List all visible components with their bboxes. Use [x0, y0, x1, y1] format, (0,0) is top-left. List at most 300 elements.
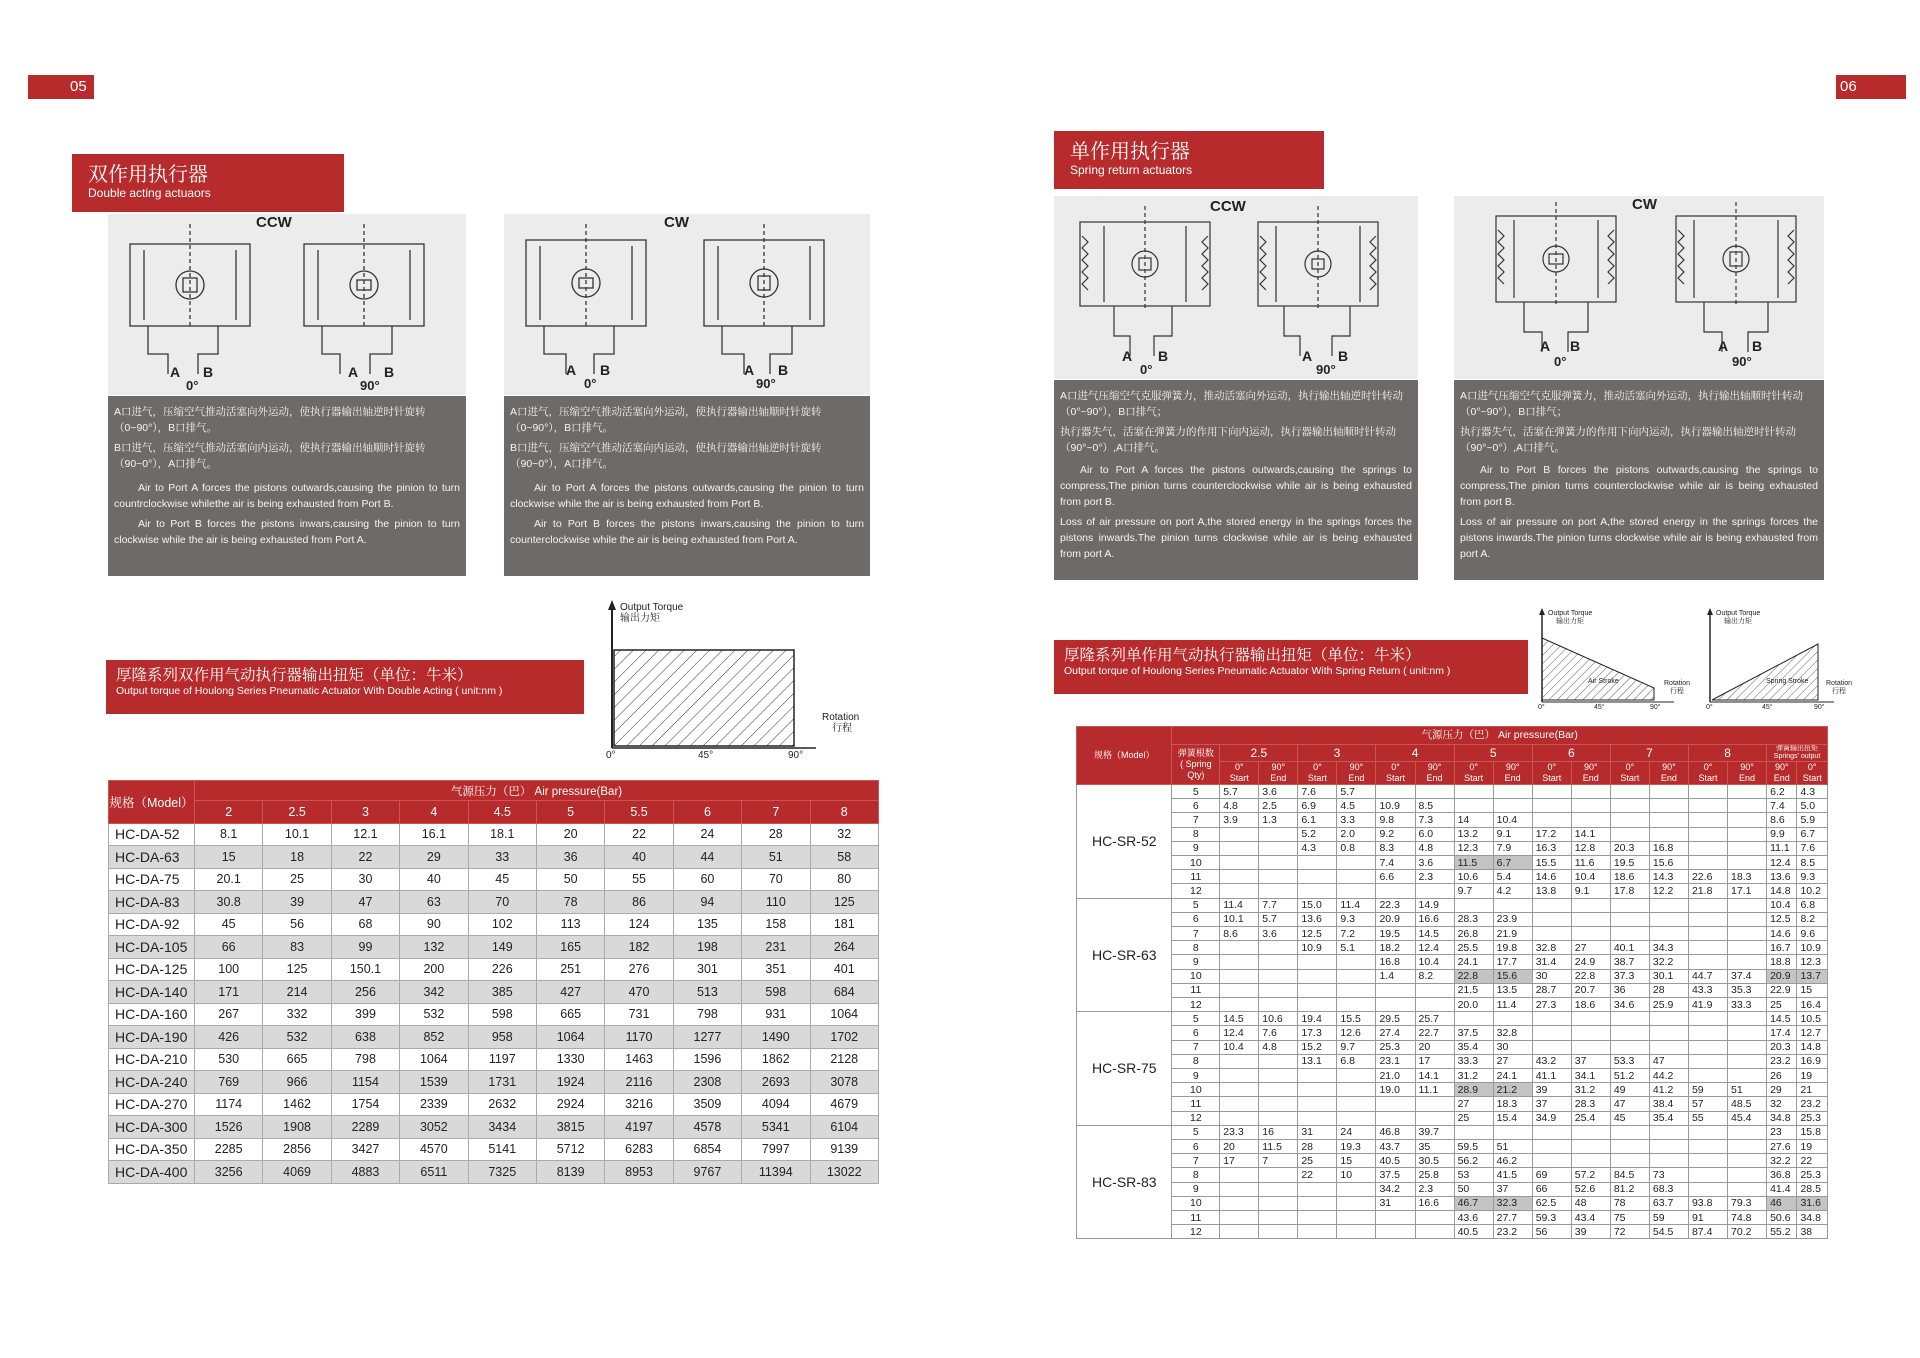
torque-cell: 15.8 [1797, 1125, 1828, 1139]
torque-cell [1337, 1196, 1376, 1210]
torque-cell [1728, 1154, 1767, 1168]
torque-cell [1728, 1068, 1767, 1082]
pressure-header-cell: 7 [742, 801, 810, 824]
torque-cell: 7.9 [1493, 841, 1532, 855]
torque-cell: 17.1 [1728, 884, 1767, 898]
torque-cell: 1754 [331, 1093, 399, 1116]
torque-cell: 226 [468, 958, 536, 981]
angle-subheader-phase: Start [1698, 773, 1718, 783]
table-row [109, 1161, 879, 1184]
torque-cell: 10.4 [1415, 955, 1454, 969]
torque-cell: 20.7 [1571, 983, 1610, 997]
sr-cw-actuator-diagram [1454, 196, 1824, 379]
torque-cell: 6511 [400, 1161, 468, 1184]
torque-cell: 1731 [468, 1071, 536, 1094]
torque-cell: 7.4 [1376, 855, 1415, 869]
torque-cell: 4.8 [1220, 799, 1259, 813]
torque-cell [1259, 1196, 1298, 1210]
torque-cell: 74.8 [1728, 1210, 1767, 1224]
torque-cell: 342 [400, 981, 468, 1004]
torque-cell: 798 [331, 1048, 399, 1071]
spring-qty-line: ( Spring [1180, 759, 1212, 769]
angle-subheader-phase: Start [1464, 773, 1484, 783]
torque-cell [1688, 799, 1727, 813]
torque-cell [1688, 1139, 1727, 1153]
spring-qty-cell: 7 [1172, 926, 1220, 940]
ccw-diagram-panel [108, 214, 466, 395]
torque-cell [1337, 1182, 1376, 1196]
torque-cell: 399 [331, 1003, 399, 1026]
torque-cell: 23.2 [1767, 1054, 1797, 1068]
table-row [1077, 1040, 1828, 1054]
torque-cell: 27.6 [1767, 1139, 1797, 1153]
torque-cell: 70 [468, 891, 536, 914]
torque-cell: 78 [1610, 1196, 1649, 1210]
header-title-cn: 双作用执行器 [88, 162, 208, 186]
torque-cell: 231 [742, 936, 810, 959]
torque-cell: 113 [536, 913, 604, 936]
torque-cell: 28.7 [1532, 983, 1571, 997]
graph-tick: 45° [1762, 704, 1773, 711]
port-a-label: A [348, 364, 359, 380]
torque-cell: 25 [1767, 997, 1797, 1011]
torque-cell: 26 [1767, 1068, 1797, 1082]
torque-cell: 39 [1532, 1083, 1571, 1097]
torque-cell [1259, 941, 1298, 955]
torque-cell: 70.2 [1728, 1225, 1767, 1239]
torque-cell: 14.6 [1532, 870, 1571, 884]
spring-qty-cell: 6 [1172, 1026, 1220, 1040]
torque-cell: 3256 [195, 1161, 263, 1184]
torque-cell: 2116 [605, 1071, 673, 1094]
torque-cell [1454, 898, 1493, 912]
torque-cell: 43.3 [1688, 983, 1727, 997]
torque-cell: 5.7 [1220, 785, 1259, 799]
torque-cell: 25 [263, 868, 331, 891]
torque-cell: 57 [1688, 1097, 1727, 1111]
table-row [1077, 884, 1828, 898]
torque-cell: 3.9 [1220, 813, 1259, 827]
torque-cell: 50 [1454, 1182, 1493, 1196]
torque-cell [1688, 1168, 1727, 1182]
torque-cell: 1064 [810, 1003, 878, 1026]
torque-cell: 87.4 [1688, 1225, 1727, 1239]
torque-cell: 41.9 [1688, 997, 1727, 1011]
cw-description [504, 396, 870, 576]
torque-cell [1259, 1111, 1298, 1125]
torque-cell [1571, 799, 1610, 813]
table-row [1077, 1097, 1828, 1111]
torque-cell [1298, 1083, 1337, 1097]
torque-cell: 36 [536, 846, 604, 869]
table-row [1077, 955, 1828, 969]
torque-cell: 427 [536, 981, 604, 1004]
torque-cell: 665 [536, 1003, 604, 1026]
torque-cell: 16.6 [1415, 1196, 1454, 1210]
spring-qty-cell: 8 [1172, 1054, 1220, 1068]
angle-subheader-phase: Start [1620, 773, 1640, 783]
torque-cell: 22.8 [1454, 969, 1493, 983]
desc-en-2: Air to Port B forces the pistons inwars,causing the pinion to turn clockwise while the air is being exhausted from Port A. [114, 518, 460, 546]
torque-cell: 56.2 [1454, 1154, 1493, 1168]
graph-ylabel-en: Output Torque [620, 602, 684, 613]
torque-cell: 10.1 [263, 823, 331, 846]
torque-cell [1571, 898, 1610, 912]
spring-return-header [1054, 131, 1324, 189]
torque-cell [1532, 1154, 1571, 1168]
header-title-cn: 单作用执行器 [1070, 139, 1190, 163]
torque-cell [1532, 785, 1571, 799]
torque-cell: 12.8 [1571, 841, 1610, 855]
model-cell: HC-DA-160 [109, 1003, 195, 1026]
torque-cell: 47 [1649, 1054, 1688, 1068]
torque-cell: 15.6 [1493, 969, 1532, 983]
torque-cell [1259, 983, 1298, 997]
torque-cell: 34.6 [1610, 997, 1649, 1011]
torque-cell [1571, 1040, 1610, 1054]
torque-cell: 59.3 [1532, 1210, 1571, 1224]
torque-cell: 31 [1376, 1196, 1415, 1210]
torque-cell: 28 [742, 823, 810, 846]
torque-cell [1220, 983, 1259, 997]
torque-cell [1532, 898, 1571, 912]
torque-cell: 13.7 [1797, 969, 1828, 983]
torque-cell: 17.2 [1532, 827, 1571, 841]
torque-cell [1337, 1097, 1376, 1111]
torque-cell [1571, 912, 1610, 926]
torque-cell: 731 [605, 1003, 673, 1026]
pressure-header-cell: 2 [195, 801, 263, 824]
torque-cell: 12.2 [1649, 884, 1688, 898]
page-number-right: 06 [1836, 75, 1906, 99]
torque-cell: 4570 [400, 1138, 468, 1161]
torque-cell: 276 [605, 958, 673, 981]
torque-cell: 21 [1797, 1083, 1828, 1097]
graph-ylabel-en: Output Torque [1716, 610, 1761, 617]
torque-cell: 1539 [400, 1071, 468, 1094]
torque-cell: 16.9 [1797, 1054, 1828, 1068]
port-b-label: B [1158, 348, 1169, 364]
torque-cell: 165 [536, 936, 604, 959]
torque-cell: 4094 [742, 1093, 810, 1116]
torque-cell: 665 [263, 1048, 331, 1071]
angle-90-label: 90° [360, 378, 380, 393]
torque-cell: 20.1 [195, 868, 263, 891]
torque-cell: 14 [1454, 813, 1493, 827]
torque-cell: 6.7 [1493, 855, 1532, 869]
torque-cell: 28 [1649, 983, 1688, 997]
torque-cell: 14.5 [1415, 926, 1454, 940]
model-cell: HC-DA-400 [109, 1161, 195, 1184]
torque-cell: 10.2 [1797, 884, 1828, 898]
torque-cell [1728, 1012, 1767, 1026]
torque-cell: 13.6 [1767, 870, 1797, 884]
graph-ylabel-en: Output Torque [1548, 610, 1593, 617]
torque-cell: 4.8 [1415, 841, 1454, 855]
torque-cell: 198 [673, 936, 741, 959]
spring-qty-cell: 12 [1172, 884, 1220, 898]
torque-cell: 34.8 [1767, 1111, 1797, 1125]
torque-cell: 13.2 [1454, 827, 1493, 841]
torque-cell: 6.7 [1797, 827, 1828, 841]
torque-cell: 5712 [536, 1138, 604, 1161]
spring-qty-cell: 6 [1172, 1139, 1220, 1153]
torque-cell: 27 [1454, 1097, 1493, 1111]
angle-subheader-phase: End [1660, 773, 1677, 783]
torque-cell [1649, 898, 1688, 912]
torque-cell [1649, 827, 1688, 841]
torque-cell [1728, 813, 1767, 827]
table-row [109, 981, 879, 1004]
torque-cell: 12.1 [331, 823, 399, 846]
ccw-label: CCW [256, 214, 292, 231]
torque-cell: 55.2 [1767, 1225, 1797, 1239]
torque-cell: 12.4 [1220, 1026, 1259, 1040]
torque-cell [1649, 926, 1688, 940]
torque-cell [1415, 1111, 1454, 1125]
torque-cell: 37 [1493, 1182, 1532, 1196]
torque-cell: 41.2 [1649, 1083, 1688, 1097]
torque-cell: 256 [331, 981, 399, 1004]
torque-cell: 20.3 [1767, 1040, 1797, 1054]
torque-cell: 32.2 [1767, 1154, 1797, 1168]
torque-cell [1337, 855, 1376, 869]
torque-cell [1688, 955, 1727, 969]
desc-en-1: Air to Port B forces the pistons outwards,causing the springs to compress,The pinion turns counterclockwise while air is being exhausted from port B. [1460, 464, 1818, 508]
torque-cell: 34.1 [1571, 1068, 1610, 1082]
torque-cell: 27.3 [1532, 997, 1571, 1011]
torque-cell [1610, 785, 1649, 799]
torque-cell: 6104 [810, 1116, 878, 1139]
desc-cn-2: 执行器失气，活塞在弹簧力的作用下向内运动，执行器输出轴顺时针转动（90°~0°）,A口排气。 [1060, 426, 1396, 454]
angle-subheader-phase: End [1270, 773, 1287, 783]
torque-cell: 1277 [673, 1026, 741, 1049]
torque-cell [1728, 1182, 1767, 1196]
torque-cell: 32.8 [1532, 941, 1571, 955]
torque-cell: 18.6 [1571, 997, 1610, 1011]
torque-cell: 13.5 [1493, 983, 1532, 997]
desc-cn-1: A口进气压缩空气克服弹簧力，推动活塞向外运动，执行输出轴顺时针转动（0°~90°），B口排气； [1460, 390, 1804, 418]
torque-cell [1415, 1097, 1454, 1111]
torque-cell: 22 [331, 846, 399, 869]
torque-cell: 10.5 [1797, 1012, 1828, 1026]
graph-tick: 90° [1650, 704, 1661, 711]
torque-cell [1259, 1168, 1298, 1182]
sr-ccw-description [1054, 380, 1418, 580]
torque-cell [1220, 827, 1259, 841]
torque-cell: 59 [1688, 1083, 1727, 1097]
torque-cell: 15.0 [1298, 898, 1337, 912]
torque-cell: 70 [742, 868, 810, 891]
torque-cell: 15 [1797, 983, 1828, 997]
torque-cell: 10 [1337, 1168, 1376, 1182]
torque-cell: 41.5 [1493, 1168, 1532, 1182]
torque-cell: 2632 [468, 1093, 536, 1116]
torque-cell: 17.3 [1298, 1026, 1337, 1040]
torque-cell: 1197 [468, 1048, 536, 1071]
torque-cell [1571, 785, 1610, 799]
torque-cell: 38.7 [1610, 955, 1649, 969]
spring-qty-cell: 9 [1172, 955, 1220, 969]
torque-cell [1728, 1139, 1767, 1153]
torque-cell [1259, 1054, 1298, 1068]
torque-cell: 2308 [673, 1071, 741, 1094]
torque-cell [1688, 841, 1727, 855]
torque-cell: 21.2 [1493, 1083, 1532, 1097]
torque-cell [1493, 799, 1532, 813]
torque-cell: 264 [810, 936, 878, 959]
torque-cell: 1064 [536, 1026, 604, 1049]
port-a-label: A [1302, 348, 1313, 364]
torque-cell: 8.5 [1415, 799, 1454, 813]
torque-cell [1337, 1210, 1376, 1224]
torque-cell: 19.4 [1298, 1012, 1337, 1026]
section-title-en: Output torque of Houlong Series Pneumatic Actuator With Double Acting ( unit:nm ) [116, 685, 503, 697]
torque-cell: 30 [1532, 969, 1571, 983]
torque-cell [1415, 1210, 1454, 1224]
pressure-header-cell: 3 [1298, 745, 1376, 762]
desc-cn-1: A口进气，压缩空气推动活塞向外运动，使执行器输出轴逆时针旋转（0~90°），B口排气。 [114, 406, 426, 434]
torque-cell [1376, 1210, 1415, 1224]
torque-cell [1649, 1139, 1688, 1153]
torque-cell: 86 [605, 891, 673, 914]
torque-cell: 10.4 [1493, 813, 1532, 827]
spring-qty-cell: 12 [1172, 1225, 1220, 1239]
torque-cell: 7325 [468, 1161, 536, 1184]
torque-cell: 6.9 [1298, 799, 1337, 813]
torque-cell: 18.8 [1767, 955, 1797, 969]
angle-0-label: 0° [186, 378, 199, 393]
double-acting-header [72, 154, 344, 212]
torque-cell [1610, 912, 1649, 926]
table-row [1077, 1125, 1828, 1139]
torque-cell: 530 [195, 1048, 263, 1071]
torque-cell: 17.8 [1610, 884, 1649, 898]
torque-cell [1649, 785, 1688, 799]
torque-cell: 38 [1797, 1225, 1828, 1239]
torque-cell: 25.9 [1649, 997, 1688, 1011]
spring-qty-cell: 6 [1172, 799, 1220, 813]
torque-cell: 25.3 [1376, 1040, 1415, 1054]
torque-cell: 36 [1610, 983, 1649, 997]
torque-cell [1220, 1068, 1259, 1082]
torque-cell: 11.4 [1220, 898, 1259, 912]
torque-cell [1532, 1040, 1571, 1054]
pressure-header-cell: 8 [810, 801, 878, 824]
torque-cell: 9139 [810, 1138, 878, 1161]
pressure-header-cell: 6 [673, 801, 741, 824]
torque-cell: 94 [673, 891, 741, 914]
sr-ccw-label: CCW [1210, 198, 1246, 215]
graph-xlabel-en: Rotation [822, 712, 860, 723]
table-row [1077, 785, 1828, 799]
torque-cell [1259, 855, 1298, 869]
torque-cell: 33.3 [1454, 1054, 1493, 1068]
model-cell: HC-DA-300 [109, 1116, 195, 1139]
springs-output-line: 弹簧输出扭矩 [1776, 745, 1819, 752]
port-b-label: B [1570, 338, 1581, 354]
angle-subheader-angle: 0° [1469, 762, 1478, 772]
torque-cell [1415, 983, 1454, 997]
spring-qty-header [1172, 745, 1220, 785]
graph-tick: 45° [1594, 704, 1605, 711]
torque-cell: 18.6 [1610, 870, 1649, 884]
torque-cell: 20.3 [1610, 841, 1649, 855]
torque-cell: 16.6 [1415, 912, 1454, 926]
spring-qty-cell: 11 [1172, 1210, 1220, 1224]
torque-cell: 72 [1610, 1225, 1649, 1239]
table-row [109, 891, 879, 914]
torque-cell: 6.0 [1415, 827, 1454, 841]
torque-cell [1610, 1154, 1649, 1168]
torque-cell: 9.6 [1797, 926, 1828, 940]
torque-cell [1728, 941, 1767, 955]
torque-cell: 14.5 [1220, 1012, 1259, 1026]
torque-cell [1220, 969, 1259, 983]
torque-cell: 6.8 [1337, 1054, 1376, 1068]
torque-cell: 43.7 [1376, 1139, 1415, 1153]
torque-cell [1298, 1182, 1337, 1196]
graph-xlabel-en: Rotation [1664, 680, 1691, 687]
torque-cell: 18.2 [1376, 941, 1415, 955]
angle-subheader-angle: 90° [1505, 762, 1520, 772]
table-row [1077, 1054, 1828, 1068]
torque-cell: 5341 [742, 1116, 810, 1139]
torque-cell [1728, 1168, 1767, 1182]
torque-cell [1610, 813, 1649, 827]
table-row [1077, 1111, 1828, 1125]
torque-cell: 66 [195, 936, 263, 959]
double-acting-torque-graph [596, 598, 876, 762]
torque-cell: 5.0 [1797, 799, 1828, 813]
angle-90-label: 90° [1732, 354, 1752, 369]
torque-cell: 31.2 [1454, 1068, 1493, 1082]
spring-return-torque-graphs [1534, 604, 1874, 714]
torque-cell: 1526 [195, 1116, 263, 1139]
torque-cell: 23 [1767, 1125, 1797, 1139]
section-title-cn: 厚隆系列双作用气动执行器输出扭矩（单位：牛米） [116, 666, 473, 684]
spring-qty-cell: 10 [1172, 1196, 1220, 1210]
torque-cell [1220, 941, 1259, 955]
torque-cell: 14.3 [1649, 870, 1688, 884]
torque-cell [1688, 827, 1727, 841]
torque-cell: 3.6 [1415, 855, 1454, 869]
torque-cell: 769 [195, 1071, 263, 1094]
torque-cell: 30 [331, 868, 399, 891]
torque-cell [1610, 799, 1649, 813]
torque-cell: 11.5 [1454, 855, 1493, 869]
torque-cell: 14.6 [1767, 926, 1797, 940]
torque-cell: 9.1 [1571, 884, 1610, 898]
table-row [1077, 997, 1828, 1011]
table-row [1077, 1168, 1828, 1182]
desc-cn-2: B口进气，压缩空气推动活塞向内运动，使执行器输出轴逆时针旋转（90~0°），A口排气。 [510, 442, 822, 470]
torque-cell [1688, 912, 1727, 926]
torque-cell: 48.5 [1728, 1097, 1767, 1111]
torque-cell [1220, 884, 1259, 898]
torque-cell: 91 [1688, 1210, 1727, 1224]
torque-cell: 39.7 [1415, 1125, 1454, 1139]
torque-cell: 16.8 [1649, 841, 1688, 855]
model-cell: HC-DA-52 [109, 823, 195, 846]
torque-cell: 7.7 [1259, 898, 1298, 912]
torque-cell: 17.4 [1767, 1026, 1797, 1040]
torque-cell [1337, 969, 1376, 983]
torque-cell: 43.4 [1571, 1210, 1610, 1224]
torque-cell: 23.2 [1797, 1097, 1828, 1111]
angle-subheader [1376, 762, 1415, 785]
torque-cell: 23.2 [1493, 1225, 1532, 1239]
